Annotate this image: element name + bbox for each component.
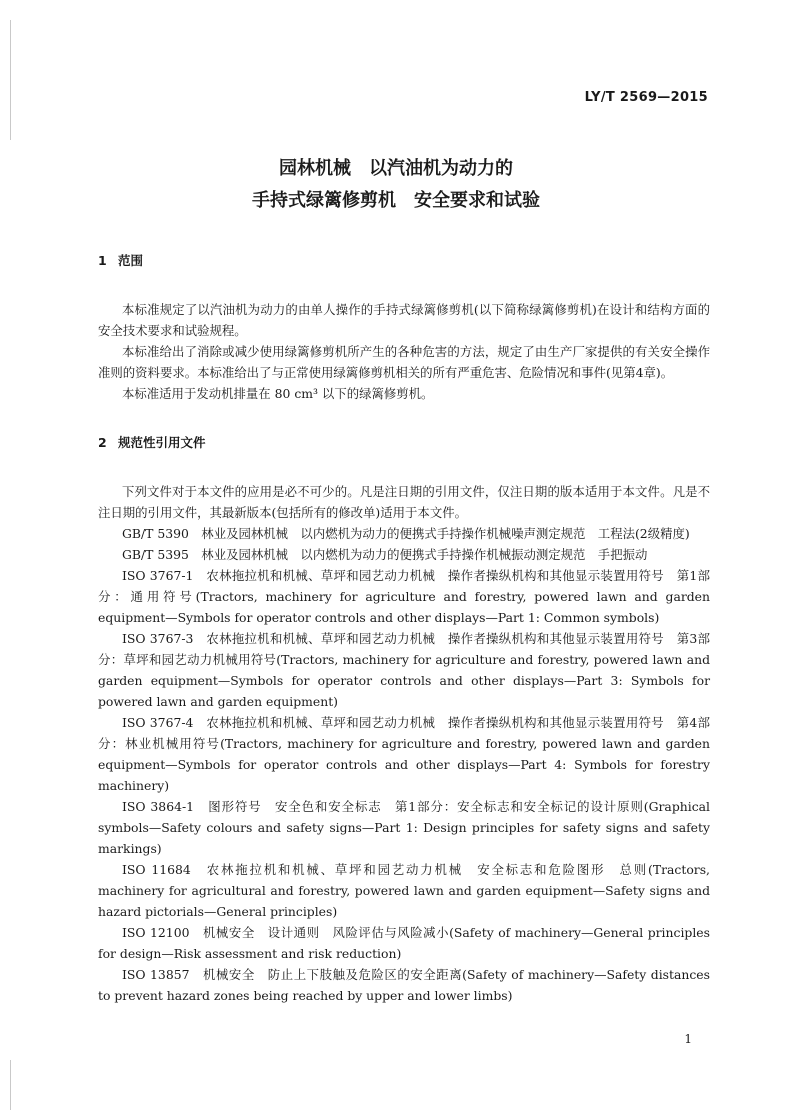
section-number: 2 — [98, 435, 107, 450]
reference-entry: ISO 11684 农林拖拉机和机械、草坪和园艺动力机械 安全标志和危险图形 总则(Tractors, machinery for agricultural and forestry, powered lawn and garden equipment—Safety signs and hazard pictorials—General principles) — [98, 862, 710, 919]
title-line-1: 园林机械 以汽油机为动力的 — [279, 158, 513, 179]
paragraph: 本标准适用于发动机排量在 80 cm³ 以下的绿篱修剪机。 — [122, 386, 434, 401]
document-body — [98, 250, 710, 1006]
scan-edge-mark — [10, 1060, 11, 1110]
page-number: 1 — [684, 1032, 692, 1046]
scan-edge-mark — [10, 20, 11, 140]
reference-entry: ISO 3767-3 农林拖拉机和机械、草坪和园艺动力机械 操作者操纵机构和其他显示装置用符号 第3部分：草坪和园艺动力机械用符号(Tractors, machinery for agriculture and forestry, powered lawn and garden equipment—Symbols for operator controls and other displays—Part 3: Symbols for powered lawn and garden equipment) — [98, 631, 710, 709]
reference-entry: ISO 12100 机械安全 设计通则 风险评估与风险减小(Safety of machinery—General principles for design—Risk assessment and risk reduction) — [98, 925, 710, 961]
section-number: 1 — [98, 253, 107, 268]
reference-entry: ISO 3767-1 农林拖拉机和机械、草坪和园艺动力机械 操作者操纵机构和其他显示装置用符号 第1部分：通用符号(Tractors, machinery for agriculture and forestry, powered lawn and garden equipment—Symbols for operator controls and other displays—Part 1: Common symbols) — [98, 568, 710, 625]
paragraph: 下列文件对于本文件的应用是必不可少的。凡是注日期的引用文件，仅注日期的版本适用于本文件。凡是不注日期的引用文件，其最新版本(包括所有的修改单)适用于本文件。 — [98, 484, 710, 520]
section-heading — [98, 432, 710, 453]
section-title: 范围 — [118, 253, 144, 268]
reference-entry: GB/T 5390 林业及园林机械 以内燃机为动力的便携式手持操作机械噪声测定规范 工程法(2级精度) — [122, 526, 690, 541]
standard-code: LY/T 2569—2015 — [584, 90, 708, 105]
reference-entry: ISO 3767-4 农林拖拉机和机械、草坪和园艺动力机械 操作者操纵机构和其他显示装置用符号 第4部分：林业机械用符号(Tractors, machinery for agriculture and forestry, powered lawn and garden equipment—Symbols for operator controls and other displays—Part 4: Symbols for forestry machinery) — [98, 715, 710, 793]
section-title: 规范性引用文件 — [118, 435, 206, 450]
reference-entry: GB/T 5395 林业及园林机械 以内燃机为动力的便携式手持操作机械振动测定规范 手把振动 — [122, 547, 648, 562]
title-line-2: 手持式绿篱修剪机 安全要求和试验 — [252, 190, 540, 211]
reference-entry: ISO 3864-1 图形符号 安全色和安全标志 第1部分：安全标志和安全标记的设计原则(Graphical symbols—Safety colours and safety signs—Part 1: Design principles for safety signs and safety markings) — [98, 799, 710, 856]
paragraph: 本标准规定了以汽油机为动力的由单人操作的手持式绿篱修剪机(以下简称绿篱修剪机)在设计和结构方面的安全技术要求和试验规程。 — [98, 302, 710, 338]
paragraph: 本标准给出了消除或减少使用绿篱修剪机所产生的各种危害的方法，规定了由生产厂家提供的有关安全操作准则的资料要求。本标准给出了与正常使用绿篱修剪机相关的所有严重危害、危险情况和事件(见第4章)。 — [98, 344, 710, 380]
reference-entry: ISO 13857 机械安全 防止上下肢触及危险区的安全距离(Safety of machinery—Safety distances to prevent hazard zones being reached by upper and lower limbs) — [98, 967, 710, 1003]
document-title — [0, 153, 792, 217]
section-heading — [98, 250, 710, 271]
